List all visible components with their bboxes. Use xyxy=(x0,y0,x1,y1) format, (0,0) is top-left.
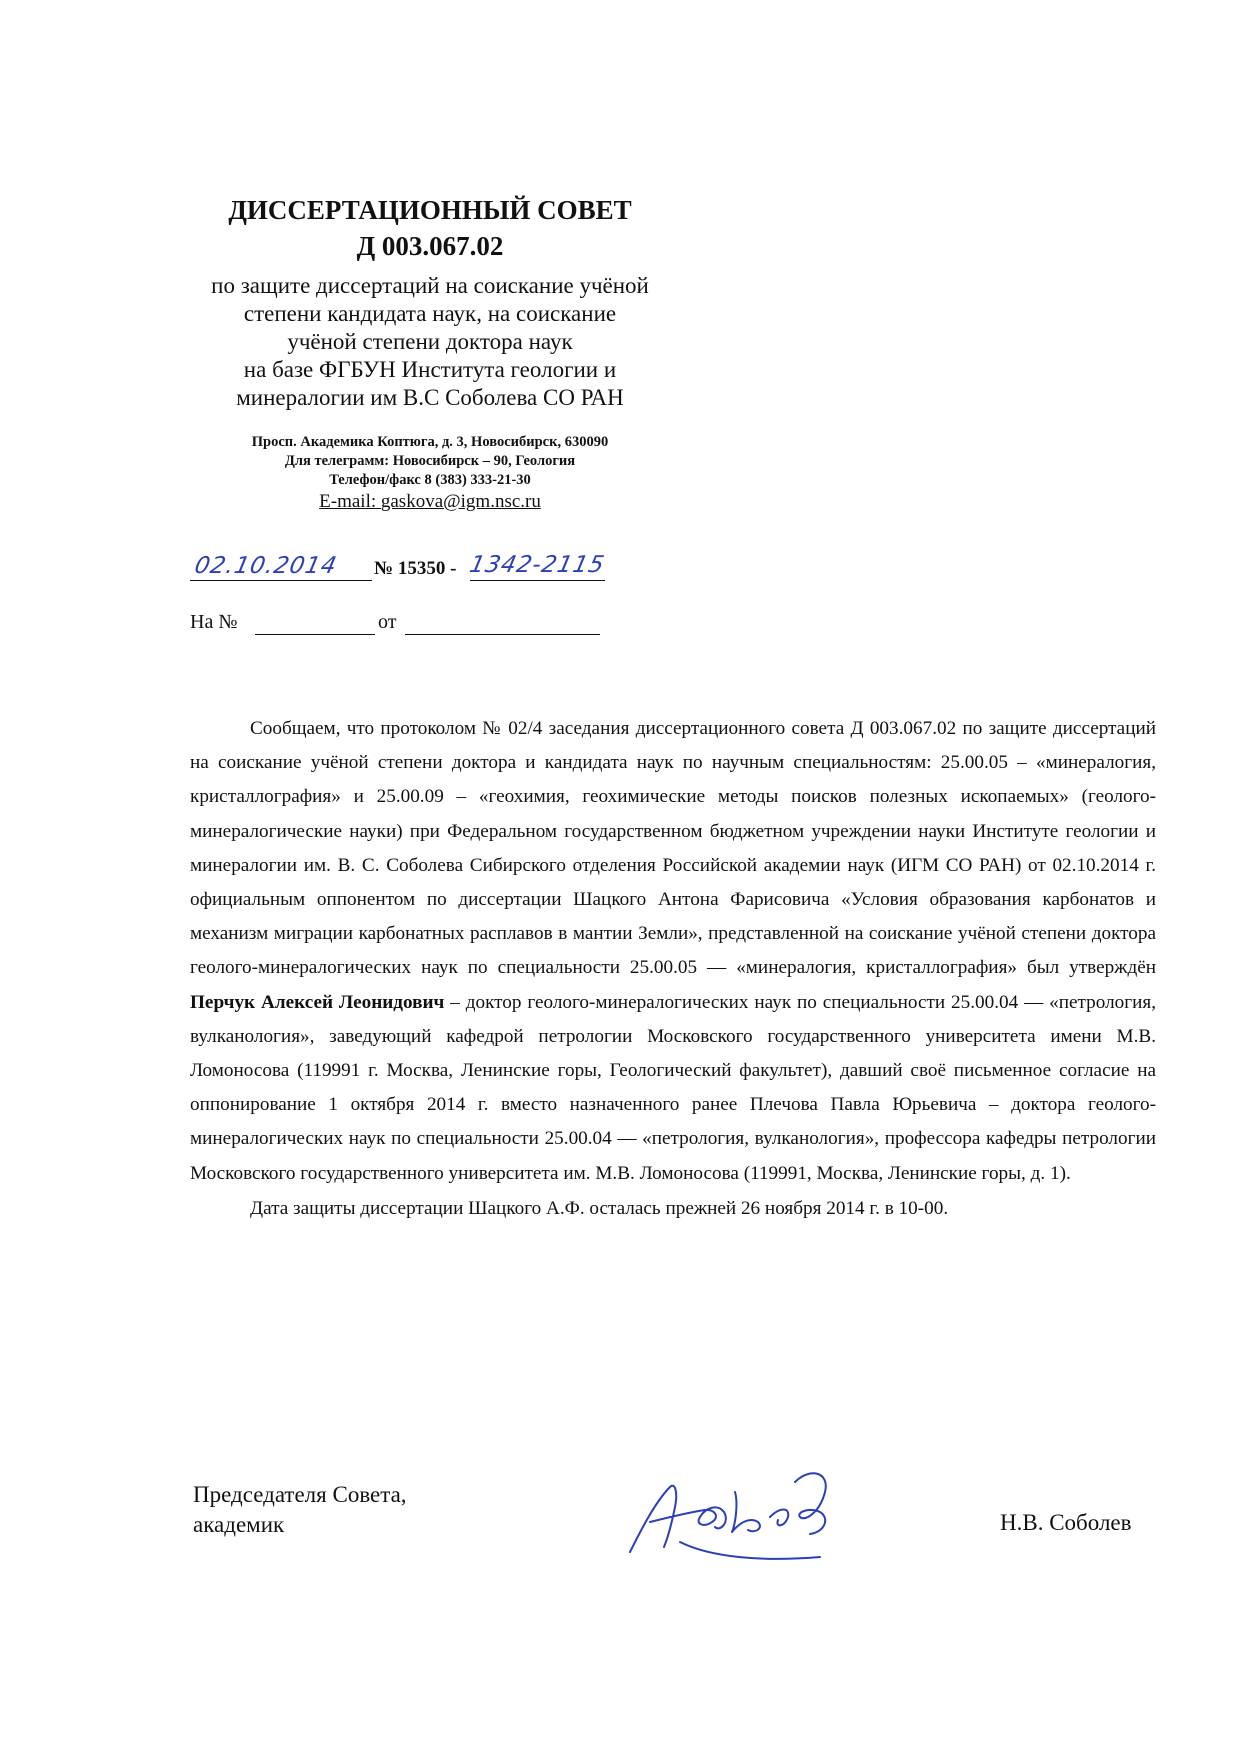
handwritten-date: 02.10.2014 xyxy=(192,553,340,579)
body-text: – доктор геолого-минералогических наук по специальности 25.00.04 — «петрология, вулканология», заведующий кафедрой петрологии Московского государственного университета имени М.В. Ломоносова (119991 г. Москва, Ленинские горы, Геологический факультет), давший своё письменное согласие на оппонирование 1 октября 2014 г. вместо назначенного ранее Плечова Павла Юрьевича – доктора геолого-минералогических наук по специальности 25.00.04 — «петрология, вулканология», профессора кафедры петрологии Московского государственного университета им. М.В. Ломоносова (119991, Москва, Ленинские горы, д. 1). xyxy=(190,991,1157,1184)
date-underline xyxy=(190,580,372,581)
opponent-name: Перчук Алексей Леонидович xyxy=(190,991,445,1013)
outgoing-number: № 15350 - xyxy=(374,558,457,579)
handwritten-signature xyxy=(620,1462,880,1572)
reply-date-blank xyxy=(405,634,600,635)
body-paragraph xyxy=(190,712,1156,1191)
reply-no-blank xyxy=(255,634,375,635)
body-paragraph: Дата защиты диссертации Шацкого А.Ф. осталась прежней 26 ноября 2014 г. в 10-00. xyxy=(250,1197,949,1219)
handwritten-number-suffix: 1342-2115 xyxy=(467,552,608,578)
email-link[interactable]: gaskova@igm.nsc.ru xyxy=(380,491,541,512)
body-text: Сообщаем, что протоколом № 02/4 заседания диссертационного совета Д 003.067.02 по защите диссертаций на соискание учёной степени доктора и кандидата наук по научным специальностям: 25.00.05 – «минералогия, кристаллография» и 25.00.09 – «геохимия, геохимические методы поисков полезных ископаемых» (геолого-минералогические науки) при Федеральном государственном бюджетном учреждении науки Институте геологии и минералогии им. В. С. Соболева Сибирского отделения Российской академии наук (ИГМ СО РАН) от 02.10.2014 г. официальным оппонентом по диссертации Шацкого Антона Фарисовича «Условия образования карбонатов и механизм миграции карбонатных расплавов в мантии Земли», представленной на соискание учёной степени доктора геолого-минералогических наук по специальности 25.00.05 — «минералогия, кристаллография» был утверждён xyxy=(190,718,1156,979)
phone-line: Телефон/факс 8 (383) 333-21-30 xyxy=(329,472,531,488)
council-desc-line: учёной степени доктора наук xyxy=(287,329,573,354)
council-desc-line: на базе ФГБУН Института геологии и xyxy=(243,357,617,382)
signer-role: Председателя Совета, xyxy=(193,1482,407,1507)
reply-from-label: от xyxy=(378,611,397,633)
council-desc-line: по защите диссертаций на соискание учёной xyxy=(211,273,649,298)
letter-body xyxy=(190,712,1156,1226)
council-desc-line: минералогии им В.С Соболева СО РАН xyxy=(236,385,624,410)
telegram-line: Для телеграмм: Новосибирск – 90, Геология xyxy=(284,453,576,469)
council-code: Д 003.067.02 xyxy=(356,231,504,261)
email-line xyxy=(180,490,680,514)
council-desc-line: степени кандидата наук, на соискание xyxy=(243,301,617,326)
signer-name: Н.В. Соболев xyxy=(1000,1510,1132,1535)
email-label: E-mail: xyxy=(319,491,381,512)
address-line: Просп. Академика Коптюга, д. 3, Новосибирск, 630090 xyxy=(251,434,609,450)
council-title: ДИССЕРТАЦИОННЫЙ СОВЕТ xyxy=(228,195,632,225)
reply-no-label: На № xyxy=(190,611,238,633)
signer-title: академик xyxy=(193,1512,285,1537)
number-underline xyxy=(470,580,605,581)
